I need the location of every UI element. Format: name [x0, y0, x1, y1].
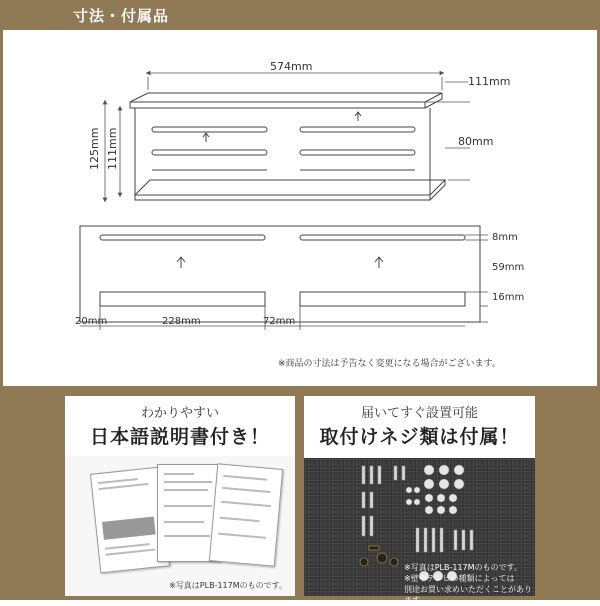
header-bar [0, 0, 600, 30]
dim-slot-mid: 59mm [492, 262, 525, 273]
dim-width-top: 574mm [270, 60, 313, 73]
dim-slot-bottom: 16mm [492, 292, 525, 303]
hardware-caption [404, 562, 534, 606]
dimension-note: ※商品の寸法は予告なく変更になる場合がございます。 [278, 359, 501, 369]
manual-photo [65, 456, 295, 596]
dim-left-margin: 20mm [75, 316, 108, 327]
hardware-subtitle: 届いてすぐ設置可能 [360, 406, 478, 421]
hardware-title: 取付けネジ類は付属！ [319, 426, 520, 448]
dim-height-total: 125mm [88, 127, 101, 170]
dim-slot-gap: 72mm [263, 316, 296, 327]
hardware-caption-line2: ※壁やテレビの種類によっては [404, 574, 515, 583]
manual-panel [65, 396, 295, 596]
hardware-caption-line3: 別途お買い求めいただくことがあります。 [404, 585, 532, 605]
dim-slot-top: 8mm [492, 232, 518, 243]
dim-slot-length: 228mm [162, 316, 201, 327]
section-title: 寸法・付属品 [73, 7, 170, 25]
manual-title: 日本語説明書付き！ [89, 426, 270, 448]
shelf-front-view [80, 226, 480, 322]
dim-height-inner: 111mm [106, 127, 119, 170]
dim-depth-bottom: 80mm [458, 135, 494, 148]
hardware-caption-line1: ※写真はPLB-117Mのものです。 [404, 563, 522, 572]
hardware-panel [304, 396, 535, 605]
dim-depth-top: 111mm [468, 75, 511, 88]
dimension-diagram [0, 30, 600, 385]
manual-caption: ※写真はPLB-117Mのものです。 [169, 581, 287, 590]
manual-page [209, 463, 283, 566]
shelf-3d-view [130, 93, 445, 200]
manual-subtitle: わかりやすい [140, 406, 219, 421]
